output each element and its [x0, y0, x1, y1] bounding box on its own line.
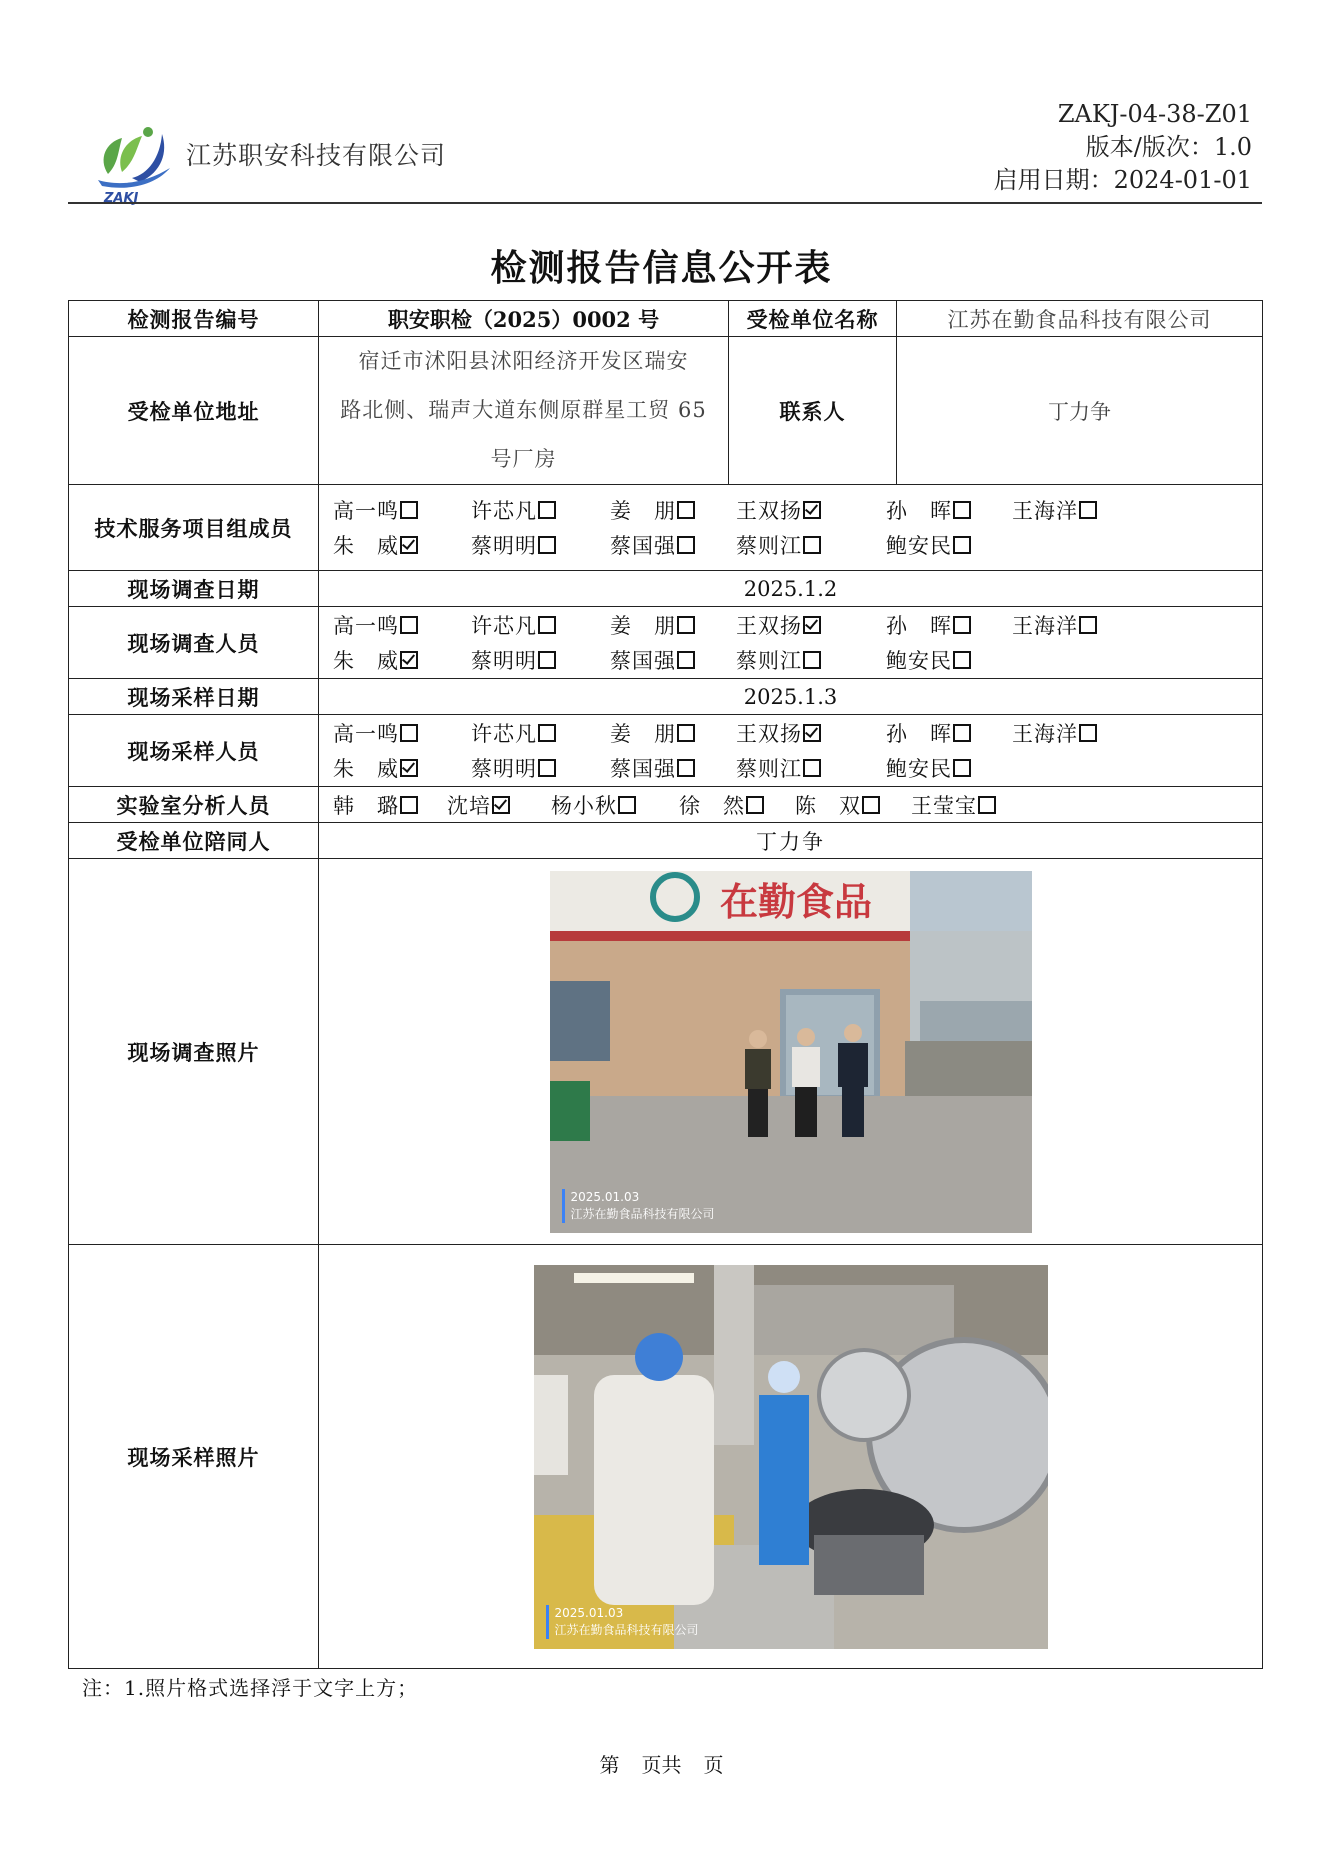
- unchecked-checkbox-icon[interactable]: [953, 759, 971, 777]
- header-divider: [68, 202, 1262, 204]
- unchecked-checkbox-icon[interactable]: [862, 796, 880, 814]
- label-escort: 受检单位陪同人: [69, 823, 319, 859]
- person-name: 蔡国强: [610, 649, 676, 673]
- person-name: 徐 然: [679, 793, 745, 818]
- person-name: 高一鸣: [333, 614, 399, 638]
- unchecked-checkbox-icon[interactable]: [538, 501, 556, 519]
- person-name: 朱 威: [333, 649, 399, 673]
- row-escort: [69, 823, 1263, 859]
- checked-checkbox-icon[interactable]: [400, 536, 418, 554]
- row-survey-photo: [69, 859, 1263, 1245]
- person-entry: [679, 790, 795, 820]
- team-list: [327, 495, 1254, 560]
- sampling-photo-cell: [319, 1245, 1263, 1669]
- team-list-cell: [319, 485, 1263, 571]
- unchecked-checkbox-icon[interactable]: [538, 616, 556, 634]
- person-entry: [886, 610, 1012, 640]
- label-unit-address: 受检单位地址: [69, 337, 319, 485]
- checked-checkbox-icon[interactable]: [803, 724, 821, 742]
- person-entry: [610, 495, 736, 525]
- address-line-3: 号厂房: [490, 447, 557, 471]
- label-survey-photo: 现场调查照片: [69, 859, 319, 1245]
- unchecked-checkbox-icon[interactable]: [677, 616, 695, 634]
- person-entry: [886, 495, 1012, 525]
- person-name: 蔡则江: [736, 534, 802, 558]
- row-survey-date: [69, 571, 1263, 607]
- person-entry: [551, 790, 679, 820]
- person-name: 王双扬: [736, 614, 802, 638]
- page-title: 检测报告信息公开表: [490, 247, 833, 289]
- person-entry: [471, 495, 610, 525]
- label-sampling-date: 现场采样日期: [69, 679, 319, 715]
- escort-value: 丁力争: [319, 823, 1263, 859]
- person-entry: [736, 610, 886, 640]
- doc-code: ZAKJ-04-38-Z01: [1057, 100, 1252, 128]
- unchecked-checkbox-icon[interactable]: [538, 759, 556, 777]
- label-survey-staff: 现场调查人员: [69, 607, 319, 679]
- unit-name-value: 江苏在勤食品科技有限公司: [897, 301, 1263, 337]
- survey-date-value: 2025.1.2: [319, 571, 1263, 607]
- unchecked-checkbox-icon[interactable]: [978, 796, 996, 814]
- person-entry: [333, 753, 471, 783]
- person-entry: [333, 790, 447, 820]
- person-name: 蔡明明: [471, 757, 537, 781]
- unchecked-checkbox-icon[interactable]: [953, 651, 971, 669]
- label-sampling-photo: 现场采样照片: [69, 1245, 319, 1669]
- person-entry: [886, 718, 1012, 748]
- label-lab-staff: 实验室分析人员: [69, 787, 319, 823]
- person-entry: [333, 530, 471, 560]
- person-name: 许芯凡: [471, 499, 537, 523]
- label-contact: 联系人: [729, 337, 897, 485]
- doc-version: 版本/版次：1.0: [1085, 133, 1252, 161]
- label-sampling-staff: 现场采样人员: [69, 715, 319, 787]
- unchecked-checkbox-icon[interactable]: [953, 616, 971, 634]
- person-entry: [333, 645, 471, 675]
- page-footer: [0, 1749, 1323, 1778]
- row-team: [69, 485, 1263, 571]
- person-name: 王海洋: [1012, 614, 1078, 638]
- person-entry: [447, 790, 551, 820]
- footer-page-mid: 页共: [641, 1753, 682, 1777]
- person-entry: [333, 495, 471, 525]
- sampling-photo-caption: 江苏在勤食品科技有限公司: [554, 1622, 699, 1637]
- company-name: 江苏职安科技有限公司: [186, 141, 447, 170]
- person-entry: [736, 718, 886, 748]
- row-sampling-staff: [69, 715, 1263, 787]
- sampling-photo-date: 2025.01.03: [554, 1605, 624, 1620]
- row-lab-staff: [69, 787, 1263, 823]
- person-entry: [1012, 718, 1142, 748]
- row-sampling-photo: [69, 1245, 1263, 1669]
- address-line-2: 路北侧、瑞声大道东侧原群星工贸 65: [340, 398, 707, 422]
- person-name: 姜 朋: [610, 499, 676, 523]
- checked-checkbox-icon[interactable]: [400, 759, 418, 777]
- person-entry: [736, 530, 886, 560]
- survey-staff-cell: [319, 607, 1263, 679]
- unchecked-checkbox-icon[interactable]: [1079, 501, 1097, 519]
- unchecked-checkbox-icon[interactable]: [400, 616, 418, 634]
- page-header: [68, 98, 1262, 206]
- survey-photo-cell: [319, 859, 1263, 1245]
- person-entry: [795, 790, 911, 820]
- person-name: 王莹宝: [911, 793, 977, 818]
- person-entry: [736, 753, 886, 783]
- unchecked-checkbox-icon[interactable]: [1079, 616, 1097, 634]
- person-name: 蔡明明: [471, 534, 537, 558]
- person-name: 陈 双: [795, 793, 861, 818]
- person-name: 高一鸣: [333, 499, 399, 523]
- sampling-photo-watermark: [546, 1605, 699, 1639]
- unchecked-checkbox-icon[interactable]: [538, 651, 556, 669]
- person-entry: [471, 645, 610, 675]
- person-name: 蔡国强: [610, 534, 676, 558]
- survey-staff-list: [327, 610, 1254, 675]
- person-name: 王双扬: [736, 722, 802, 746]
- person-name: 姜 朋: [610, 722, 676, 746]
- building-sign-text: 在勤食品: [719, 879, 872, 924]
- sampling-staff-cell: [319, 715, 1263, 787]
- person-name: 孙 晖: [886, 499, 952, 523]
- report-no-value: 职安职检（2025）0002 号: [319, 301, 729, 337]
- unchecked-checkbox-icon[interactable]: [803, 536, 821, 554]
- person-name: 孙 晖: [886, 614, 952, 638]
- person-entry: [333, 718, 471, 748]
- sampling-staff-list: [327, 718, 1254, 783]
- unchecked-checkbox-icon[interactable]: [953, 536, 971, 554]
- unchecked-checkbox-icon[interactable]: [400, 796, 418, 814]
- person-name: 蔡则江: [736, 649, 802, 673]
- row-survey-staff: [69, 607, 1263, 679]
- person-entry: [471, 610, 610, 640]
- person-name: 朱 威: [333, 534, 399, 558]
- unchecked-checkbox-icon[interactable]: [953, 501, 971, 519]
- unchecked-checkbox-icon[interactable]: [677, 536, 695, 554]
- survey-photo-date: 2025.01.03: [570, 1189, 640, 1204]
- checked-checkbox-icon[interactable]: [803, 616, 821, 634]
- person-entry: [471, 753, 610, 783]
- doc-effective-date: 启用日期：2024-01-01: [993, 166, 1252, 194]
- person-name: 蔡则江: [736, 757, 802, 781]
- person-entry: [610, 530, 736, 560]
- unchecked-checkbox-icon[interactable]: [400, 724, 418, 742]
- unchecked-checkbox-icon[interactable]: [677, 501, 695, 519]
- person-entry: [911, 790, 1021, 820]
- person-entry: [610, 753, 736, 783]
- unchecked-checkbox-icon[interactable]: [538, 536, 556, 554]
- person-name: 高一鸣: [333, 722, 399, 746]
- sampling-photo: [534, 1265, 1048, 1649]
- unchecked-checkbox-icon[interactable]: [618, 796, 636, 814]
- lab-staff-list: [327, 790, 1254, 820]
- footer-page-prefix: 第: [599, 1753, 620, 1777]
- person-name: 杨小秋: [551, 793, 617, 818]
- unchecked-checkbox-icon[interactable]: [953, 724, 971, 742]
- unchecked-checkbox-icon[interactable]: [1079, 724, 1097, 742]
- unit-address-value: [319, 337, 729, 485]
- checked-checkbox-icon[interactable]: [803, 501, 821, 519]
- person-name: 孙 晖: [886, 722, 952, 746]
- row-sampling-date: [69, 679, 1263, 715]
- person-entry: [1012, 610, 1142, 640]
- person-name: 王海洋: [1012, 499, 1078, 523]
- row-report-no: [69, 301, 1263, 337]
- person-name: 蔡国强: [610, 757, 676, 781]
- report-info-table: [68, 300, 1263, 1669]
- person-name: 朱 威: [333, 757, 399, 781]
- person-name: 鲍安民: [886, 757, 952, 781]
- survey-photo-caption: 江苏在勤食品科技有限公司: [570, 1206, 715, 1221]
- person-name: 许芯凡: [471, 722, 537, 746]
- person-entry: [610, 645, 736, 675]
- person-entry: [610, 718, 736, 748]
- label-report-no: 检测报告编号: [69, 301, 319, 337]
- label-survey-date: 现场调查日期: [69, 571, 319, 607]
- footer-page-suffix: 页: [703, 1753, 724, 1777]
- unchecked-checkbox-icon[interactable]: [677, 651, 695, 669]
- company-logo: [88, 114, 180, 206]
- unchecked-checkbox-icon[interactable]: [538, 724, 556, 742]
- person-entry: [333, 610, 471, 640]
- checked-checkbox-icon[interactable]: [492, 796, 510, 814]
- sampling-photo-image: [534, 1265, 1048, 1649]
- person-name: 许芯凡: [471, 614, 537, 638]
- address-line-1: 宿迁市沭阳县沭阳经济开发区瑞安: [358, 349, 689, 373]
- person-entry: [736, 645, 886, 675]
- person-name: 韩 璐: [333, 793, 399, 818]
- person-entry: [1012, 495, 1142, 525]
- checked-checkbox-icon[interactable]: [400, 651, 418, 669]
- unchecked-checkbox-icon[interactable]: [677, 724, 695, 742]
- footnote: 注：1.照片格式选择浮于文字上方；: [82, 1676, 419, 1700]
- person-name: 姜 朋: [610, 614, 676, 638]
- survey-photo-watermark: [562, 1189, 715, 1223]
- person-name: 鲍安民: [886, 649, 952, 673]
- person-name: 王海洋: [1012, 722, 1078, 746]
- person-entry: [736, 495, 886, 525]
- label-team: 技术服务项目组成员: [69, 485, 319, 571]
- person-name: 沈培: [447, 793, 491, 818]
- person-name: 蔡明明: [471, 649, 537, 673]
- sampling-date-value: 2025.1.3: [319, 679, 1263, 715]
- logo-text: ZAKJ: [104, 191, 139, 206]
- unchecked-checkbox-icon[interactable]: [803, 651, 821, 669]
- lab-staff-cell: [319, 787, 1263, 823]
- unchecked-checkbox-icon[interactable]: [677, 759, 695, 777]
- survey-people: [745, 1024, 868, 1137]
- survey-photo: [550, 871, 1032, 1233]
- person-entry: [886, 530, 1012, 560]
- person-entry: [471, 530, 610, 560]
- row-unit-address: [69, 337, 1263, 485]
- survey-photo-image: [550, 871, 1032, 1233]
- person-name: 王双扬: [736, 499, 802, 523]
- person-entry: [886, 753, 1012, 783]
- contact-value: 丁力争: [897, 337, 1263, 485]
- label-unit-name: 受检单位名称: [729, 301, 897, 337]
- person-entry: [471, 718, 610, 748]
- doc-meta: [994, 98, 1252, 197]
- person-name: 鲍安民: [886, 534, 952, 558]
- person-entry: [610, 610, 736, 640]
- unchecked-checkbox-icon[interactable]: [803, 759, 821, 777]
- unchecked-checkbox-icon[interactable]: [400, 501, 418, 519]
- unchecked-checkbox-icon[interactable]: [746, 796, 764, 814]
- person-entry: [886, 645, 1012, 675]
